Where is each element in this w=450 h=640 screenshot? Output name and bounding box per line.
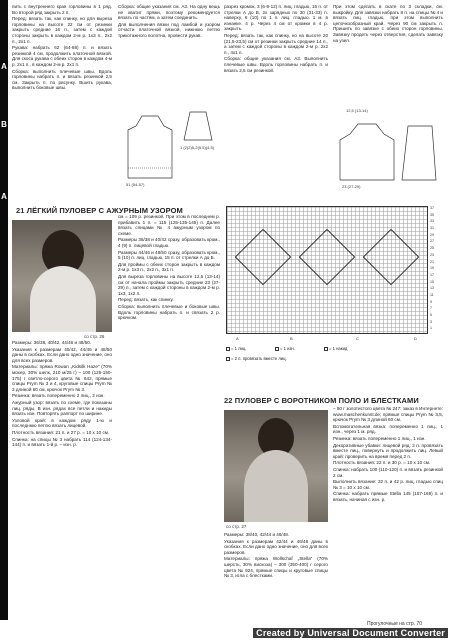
- page-footer: [0, 620, 450, 640]
- model-photo-1: [12, 220, 112, 332]
- paragraph: Резинка: вязать попеременно 2 лиц., 2 изн.: [12, 393, 105, 399]
- section-number: 22: [224, 396, 233, 405]
- column-4-bottom-text: [333, 406, 443, 618]
- paragraph: Сборка: выполнить плечевые и боковые швы. Вдоль горловины набрать п. и связать 2 р. крючком.: [118, 303, 220, 321]
- chart-marker: D: [414, 336, 417, 341]
- paragraph: Плотность вязания: 21 п. и 27 р. = 10 х 10 см.: [12, 429, 110, 435]
- paragraph: пить с внутреннего края горловины в 1 ряд. Во второй ряд закрыть 2 п.: [12, 4, 112, 15]
- paragraph: Указания к размерам 42/44 и 46/48 даны в скобках. Если дано одно значение, оно для всех размеров.: [224, 538, 328, 555]
- schematic-label: 12,5 (13-14): [346, 108, 368, 113]
- chart-row-number: 27: [430, 239, 434, 244]
- chart-row-number: 23: [430, 252, 434, 257]
- photo-caption: со стр. 26: [84, 334, 105, 339]
- chart-row-number: 1: [430, 326, 432, 331]
- paragraph: Спинка: на спицы № 3 набрать 114 (124-134-144) п. и вязать 1-й р. – изн. р.: [12, 436, 112, 448]
- legend-entry: = 1 лиц.: [226, 346, 246, 351]
- chart-row-number: 17: [430, 272, 434, 277]
- paragraph: Перед: вязать так, как спинку, но для выреза горловины на высоте 22 см от резинки закрыть средние 16 п., затем с каждой стороны закрыть в каждом 2-м р. 1х3 п., 2х2 п., 2х1 п.: [12, 16, 112, 44]
- paragraph: Вспомогательная вязка: попеременно 1 лиц., 1 изн., через 1 м. ряд.: [333, 423, 443, 435]
- paragraph: Спинка: набрать прямые Stella 145 (157-169) п. и вязать, начиная с изн. р.: [333, 491, 443, 502]
- section-22-header: [224, 396, 440, 406]
- chart-row-number: 19: [430, 266, 434, 271]
- paragraph: Резинка: вязать попеременно 1 лиц., 1 изн.: [333, 435, 426, 441]
- schematic-label: 23 (27-29): [342, 184, 361, 189]
- schematic-label: 1 (2(2)5-2(5.5)(4.5): [180, 145, 215, 150]
- edge-strip: [0, 0, 8, 640]
- chart-motif: [299, 229, 356, 286]
- photo-caption: со стр. 27: [226, 524, 247, 529]
- paragraph: Перед: вязать так, как спинку, но на высоте 20 (21,5-23,5) см от резинки закрыть средние 14 п., а затем с каждой стороны в каждом 2-м р. 2х2 п., 4х1 п.: [224, 32, 328, 55]
- edge-letter: А: [1, 62, 7, 71]
- page-number: Прогулочные на стр. 70: [367, 621, 422, 627]
- column-3-top-text: [224, 4, 328, 174]
- chart-motif: [363, 229, 420, 286]
- paragraph: Плотность вязания: 22 п. и 30 р. = 10 х 10 см.: [333, 460, 431, 466]
- chart-row-number: 7: [430, 306, 432, 311]
- pullover-schematic-drawing: [336, 120, 440, 182]
- chart-row-number: 29: [430, 232, 434, 237]
- chart-row-number: 15: [430, 279, 434, 284]
- paragraph: Декоративные убавки: лицевой ряд: 2 п. провязать вместе лиц., повернуть и продолжить лиц. Левый край: проверить на время перед 2 п.: [333, 442, 443, 459]
- chart-row-number: 21: [430, 259, 434, 264]
- paragraph: Указания к размерам 40/42, 44/46 и 48/50 даны в скобках. Если дано одно значение, оно для всех размеров.: [12, 346, 112, 363]
- chart-marker: C: [356, 336, 359, 341]
- paragraph: Сборка: общие указания см. А3. Выполнить плечевые швы. Вдоль горловины набрать п. и вязать 2,5 см резинкой.: [224, 56, 328, 73]
- pullover-schematic: [336, 120, 440, 182]
- paragraph: Спинка: набрать 100 (110-120) п. и вязать резинкой 2 см.: [333, 466, 443, 478]
- lace-pattern-chart: [226, 206, 428, 334]
- sweater-schematic-drawing: [122, 108, 178, 180]
- paragraph: см = 109 р. резинкой. При этом в последнем р. прибавить 1 п. = 115 (125-135-145) п. Далее вязать спицами № 4 ажурным узором по схеме.: [118, 214, 220, 236]
- legend-entry: = 1 изн.: [275, 346, 295, 351]
- edge-letter: А: [1, 192, 7, 201]
- section-title: ЛЁГКИЙ ПУЛОВЕР С АЖУРНЫМ УЗОРОМ: [26, 206, 183, 215]
- section-number: 21: [16, 206, 25, 215]
- chart-row-number: 33: [430, 219, 434, 224]
- chart-marker: A: [236, 336, 239, 341]
- paragraph: Для выполнения вязки под ламбой и узором отчасти платочной вязкой, нижнюю петлю трикотажного полотна, провести рукав.: [118, 21, 220, 38]
- paragraph: Для выреза горловины на высоте 12,5 (13-14) см от начала проймы закрыть средние 23 (27-29) п., затем с каждой стороны в каждом 2-м р. 1х3, 1х2 п.: [118, 273, 220, 296]
- paragraph: Выполнить вязание: 32 п. и 42 р. лиц. гладью спиц № 3 = 10 х 10 см.: [333, 479, 443, 490]
- paragraph: Материалы: пряжа Wollschaf „Stella" (70% шерсть, 30% вискоза) – 300 (350-400) г серого цвета № 924, прямые спицы и круговые спицы № 3, игла с блестками.: [224, 556, 328, 579]
- column-2-top-text: [118, 4, 220, 104]
- section-title: ПУЛОВЕР С ВОРОТНИКОМ ПОЛО И БЛЕСТКАМИ: [234, 396, 419, 405]
- column-2-mid-text: [118, 214, 220, 618]
- column-4-top-text: [333, 4, 443, 99]
- chart-row-number: 35: [430, 212, 434, 217]
- chart-row-number: 5: [430, 313, 432, 317]
- chart-marker: B: [290, 336, 293, 341]
- sweater-shape: [244, 450, 308, 522]
- paragraph: Сборка: общие указания см. А3. На одну вещь не хватит пряжи, поэтому рекомендуется вязать по частям, а затем соединить.: [118, 4, 220, 21]
- paragraph: Размеры: 36/38, 40/42, 44/46 и 48/50.: [12, 340, 92, 345]
- schematic-label: 51 (54-57): [126, 182, 145, 187]
- paragraph: Материалы: пряжа Rowan „Kidsilk Haze" (70% мохер, 30% шелк, 210 м/25 г) – 100 (125-150-175) г светло-серого цвета № 642, прямые спицы Prym № 3 и 4, круговые спицы Prym № 3 длиной 60 см, крючок Prym № 3.: [12, 364, 112, 392]
- chart-row-number: 25: [430, 246, 434, 251]
- chart-row-number: 9: [430, 299, 432, 304]
- column-3-bottom-text: [224, 532, 328, 618]
- chart-row-number: 3: [430, 319, 432, 324]
- paragraph: При этом сделать в скате по 3 складки, см. выкройку. Для завязки набрать 8 п. на спицы № 4 и вязать лиц. гладью, при этом выполнить цепочкообразный край. Через 90 см закрыть п. Пришить по завязке с обеих сторон горловины. Завязку продеть через отверстия, сделать завязку на узел.: [333, 4, 443, 43]
- sleeve-schematic-drawing: [180, 108, 216, 142]
- sweater-schematic: [122, 108, 178, 180]
- paragraph: Размеры 44/46 и 48/50 сразу, образовать кром., 5 (10) п. лиц. гладью, 15 п. от стрелки А до Б.: [118, 249, 220, 261]
- chart-row-number: 13: [430, 286, 434, 291]
- column-1-top-text: [12, 4, 112, 184]
- paragraph: Для проймы с обеих сторон закрыть в каждом 2-м р. 1х3 п., 2х2 п., 3х1 п.: [118, 261, 220, 273]
- paragraph: – 50 г золотистого цвета № 247: заказ в Интернете: www.maschenkunst.de; прямые спицы Prym № 3,5, крючок Prym № 3 длиной 60 см.: [333, 406, 443, 423]
- legend-entry: = 1 накид: [324, 346, 347, 351]
- paragraph: Размеры: 38/40, 42/44 и 46/48.: [224, 532, 290, 537]
- watermark-banner: Created by Universal Document Converter: [253, 628, 448, 638]
- paragraph: Перед: вязать, как спинку.: [118, 297, 174, 303]
- paragraph: Ажурный узор: вязать по схеме, где показаны лиц. ряды. В изн. рядах все петли и накиды вязать изн. Повторять раппорт по ширине.: [12, 399, 112, 417]
- paragraph: Сборка: выполнить плечевые швы. Вдоль горловины набрать п. и вязать резинкой 2,5 см. Закрыть п. по рисунку. Вшить рукава, выполнить боковые швы.: [12, 68, 112, 91]
- model-photo-2: [224, 410, 328, 522]
- paragraph: Узловой край: в каждом ряду 1-ю и последнюю петлю вязать лицевой.: [12, 417, 112, 429]
- legend-entry: = 2 п. провязать вместе лиц.: [226, 356, 287, 361]
- paragraph: Размеры 36/38 и 40/42 сразу, образовать кром., 4 (9) п. лицевой гладью.: [118, 237, 220, 248]
- chart-row-number: 37: [430, 206, 434, 210]
- paragraph: разрез кромок, 3 (6-8-12) п. лиц. гладью, 15 п. от стрелки А до В, 2х зарядных по 30 (31-33) п. наверху, 6 (10) по 1 п. лиц. гладью. 1 м. в изнанке. 4 р. Через 4 см от кромки в 4 р. закрыть.: [224, 4, 328, 32]
- sleeve-schematic: [180, 108, 216, 142]
- chart-motif: [235, 229, 292, 286]
- chart-row-number: 31: [430, 226, 434, 231]
- chart-row-number: 11: [430, 292, 434, 297]
- sweater-shape: [30, 266, 96, 332]
- column-1-mid-text: [12, 340, 112, 618]
- edge-letter: В: [1, 120, 7, 129]
- chart-row-numbers: [430, 206, 434, 333]
- paragraph: Рукава: набрать 62 (64-68) п. и вязать резинкой 4 см, продолжить платочной вязкой. Для скоса рукава с обеих сторон в каждом 4-м р. 2х1 п., в каждом 2-м р. 2х1 п.: [12, 45, 112, 67]
